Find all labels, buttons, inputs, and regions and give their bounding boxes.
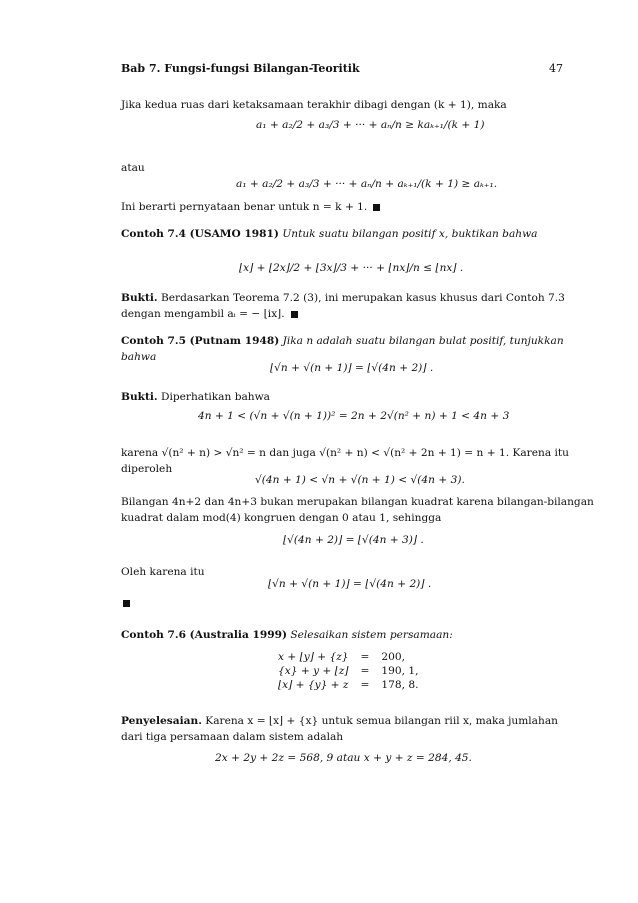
system-rhs: 190, 1, — [381, 665, 419, 677]
equation-7-4: ⌊x⌋ + ⌊2x⌋/2 + ⌊3x⌋/3 + ··· + ⌊nx⌋/n ≤ ⌊nx⌋ . — [239, 262, 464, 274]
karena-line: karena √(n² + n) > √n² = n dan juga √(n² + n) < √(n² + 2n + 1) = n + 1. Karena itu — [121, 447, 569, 459]
proof-2-label: Bukti. — [121, 391, 158, 403]
paragraph-1: Jika kedua ruas dari ketaksamaan terakhir dibagi dengan (k + 1), maka — [121, 99, 507, 111]
equation-7: 2x + 2y + 2z = 568, 9 atau x + y + z = 284, 45. — [215, 752, 472, 764]
proof-1-label: Bukti. — [121, 292, 158, 304]
solution-label: Penyelesaian. — [121, 715, 202, 727]
equation-5: ⌊√(4n + 2)⌋ = ⌊√(4n + 3)⌋ . — [283, 534, 424, 546]
system-row — [272, 650, 424, 664]
system-row — [272, 678, 424, 692]
qed-square-icon — [123, 600, 130, 607]
example-7-6 — [121, 627, 563, 643]
proof-1-line-2 — [121, 306, 563, 322]
example-7-5-text: Jika n adalah suatu bilangan bulat positif, tunjukkan — [282, 335, 564, 347]
equation-2: a₁ + a₂/2 + a₃/3 + ··· + aₙ/n + aₖ₊₁/(k + 1) ≥ aₖ₊₁. — [236, 178, 498, 190]
solution-line-2: dari tiga persamaan dalam sistem adalah — [121, 731, 344, 743]
proof-1-text-2: dengan mengambil aᵢ = − ⌊ix⌋. — [121, 308, 285, 320]
paragraph-2-text: Ini berarti pernyataan benar untuk n = k + 1. — [121, 201, 368, 213]
proof-1-line-1 — [121, 290, 563, 306]
running-header — [121, 62, 563, 78]
oleh-text: Oleh karena itu — [121, 566, 205, 578]
system-lhs: x + ⌊y⌋ + {z} — [278, 651, 349, 663]
atau-text: atau — [121, 162, 145, 174]
system-eq: = — [360, 651, 370, 663]
example-7-4-text: Untuk suatu bilangan positif x, buktikan bahwa — [282, 228, 538, 240]
system-lhs: {x} + y + ⌊z⌋ — [278, 665, 349, 677]
equation-system — [272, 650, 424, 692]
qed-square-icon — [373, 204, 380, 211]
system-lhs: ⌊x⌋ + {y} + z — [278, 679, 349, 691]
solution-text: Karena x = ⌊x⌋ + {x} untuk semua bilangan riil x, maka jumlahan — [205, 715, 558, 727]
proof-1-text: Berdasarkan Teorema 7.2 (3), ini merupakan kasus khusus dari Contoh 7.3 — [160, 292, 565, 304]
proof-2-text: Diperhatikan bahwa — [160, 391, 270, 403]
equation-1: a₁ + a₂/2 + a₃/3 + ··· + aₙ/n ≥ kaₖ₊₁/(k + 1) — [256, 119, 485, 131]
equation-6: ⌊√n + √(n + 1)⌋ = ⌊√(4n + 2)⌋ . — [268, 578, 432, 590]
diperoleh-text: diperoleh — [121, 463, 173, 475]
equation-7-5: ⌊√n + √(n + 1)⌋ = ⌊√(4n + 2)⌋ . — [270, 362, 434, 374]
equation-3: 4n + 1 < (√n + √(n + 1))² = 2n + 2√(n² + n) + 1 < 4n + 3 — [198, 410, 510, 422]
system-eq: = — [360, 679, 370, 691]
proof-2 — [121, 389, 563, 405]
example-7-5-label: Contoh 7.5 (Putnam 1948) — [121, 335, 280, 347]
paragraph-2 — [121, 199, 563, 215]
paragraph-3-line-2: kuadrat dalam mod(4) kongruen dengan 0 atau 1, sehingga — [121, 512, 442, 524]
page-number: 47 — [549, 62, 563, 75]
system-row — [272, 664, 424, 678]
example-7-4 — [121, 226, 563, 242]
qed-square-icon — [291, 311, 298, 318]
chapter-title: Bab 7. Fungsi-fungsi Bilangan-Teoritik — [121, 62, 360, 75]
example-7-6-label: Contoh 7.6 (Australia 1999) — [121, 629, 288, 641]
solution-line-1 — [121, 713, 563, 729]
paragraph-3-line-1: Bilangan 4n+2 dan 4n+3 bukan merupakan bilangan kuadrat karena bilangan-bilangan — [121, 496, 594, 508]
system-rhs: 178, 8. — [381, 679, 419, 691]
system-eq: = — [360, 665, 370, 677]
equation-4: √(4n + 1) < √n + √(n + 1) < √(4n + 3). — [255, 474, 465, 486]
example-7-4-label: Contoh 7.4 (USAMO 1981) — [121, 228, 279, 240]
example-7-6-text: Selesaikan sistem persamaan: — [290, 629, 453, 641]
example-7-5-text-2: bahwa — [121, 351, 157, 363]
system-rhs: 200, — [381, 651, 405, 663]
example-7-5 — [121, 333, 563, 349]
